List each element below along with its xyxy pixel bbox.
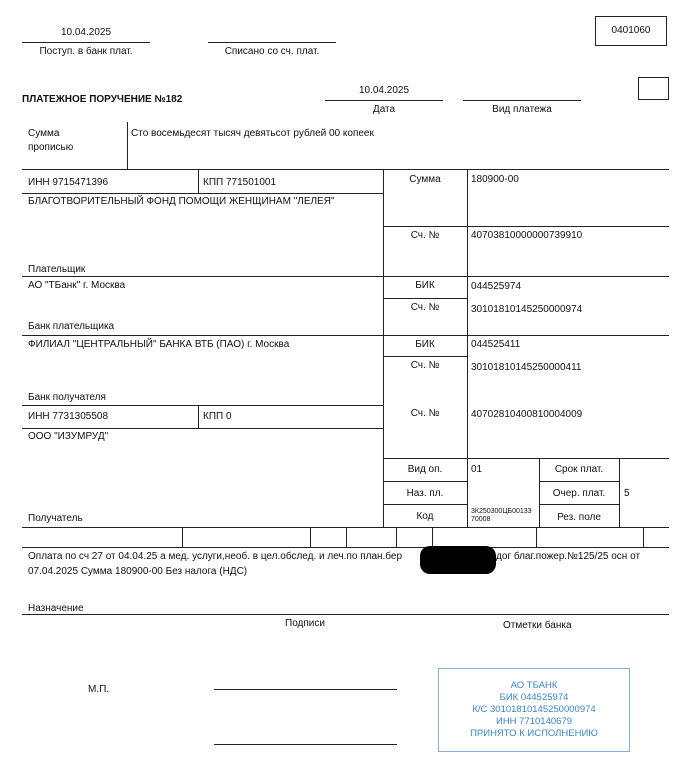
payer-bank-account-value: 30101810145250000974: [471, 304, 583, 315]
payee-bank-bik-value: 044525411: [471, 339, 521, 350]
payee-bank-account-label: Сч. №: [410, 360, 440, 371]
received-date: 10.04.2025: [60, 27, 112, 38]
payee-bank-bik-bottom: [383, 356, 467, 357]
payer-inn: ИНН 9715471396: [28, 177, 109, 188]
purpose-text-line1a: Оплата по сч 27 от 04.04.25 а мед. услуги,необ. в цел.обслед. и леч.по план.бер: [28, 551, 403, 562]
codes-divider-4: [619, 458, 620, 527]
payer-bank-label: Банк плательщика: [28, 321, 115, 332]
debited-line: [208, 42, 336, 43]
stamp-line-2: БИК 044525974: [499, 692, 569, 703]
signatures-label: Подписи: [285, 618, 325, 629]
payee-inn-kpp-divider: [198, 405, 199, 428]
received-line: [22, 42, 150, 43]
payer-bank-bik-bottom: [383, 298, 467, 299]
tax-div-7: [643, 527, 644, 547]
redaction-mark: [420, 546, 496, 574]
purpose-text-line1b: дог благ.пожер.№125/25 осн от: [496, 551, 641, 562]
received-label: Поступ. в банк плат.: [39, 46, 133, 57]
tax-div-1: [182, 527, 183, 547]
amount-words-divider: [127, 122, 128, 169]
payer-inn-kpp-divider: [198, 169, 199, 193]
payee-bank-label: Банк получателя: [28, 392, 106, 403]
tax-div-5: [432, 527, 433, 547]
stamp-line-4: ИНН 7710140679: [495, 716, 573, 727]
stamp-line-5: ПРИНЯТО К ИСПОЛНЕНИЮ: [470, 728, 598, 739]
payer-label: Плательщик: [28, 264, 86, 275]
purpose-label: Назначение: [28, 603, 84, 614]
sum-row-bottom: [383, 226, 669, 227]
codes-row2-bottom-right: [539, 504, 619, 505]
payee-bank-name: ФИЛИАЛ "ЦЕНТРАЛЬНЫЙ" БАНКА ВТБ (ПАО) г. Москва: [28, 339, 290, 350]
code-value-2: 70008: [471, 516, 491, 523]
payer-bank-bik-value: 044525974: [471, 281, 522, 292]
payee-bank-bik-label: БИК: [415, 339, 435, 350]
payee-inn-bottom: [22, 428, 383, 429]
tax-strip-bottom: [22, 547, 669, 548]
mp-label: М.П.: [88, 684, 110, 695]
payer-bank-account-label: Сч. №: [410, 302, 440, 313]
signature-line-2: [214, 744, 397, 745]
codes-top: [383, 458, 669, 459]
purpose-bottom: [22, 614, 669, 615]
amount-words-bottom: [22, 169, 669, 170]
code-value-1: 3К250300ЦБ00133: [471, 508, 532, 515]
payment-priority-box: [638, 77, 669, 100]
bank-marks-label: Отметки банка: [503, 620, 572, 631]
tax-div-6: [536, 527, 537, 547]
purpose-code-label: Наз. пл.: [406, 488, 444, 499]
payer-account-value: 40703810000000739910: [471, 230, 583, 241]
reserve-label: Рез. поле: [557, 512, 601, 523]
payee-label: Получатель: [28, 513, 83, 524]
sum-label: Сумма: [409, 174, 441, 185]
debited-label: Списано со сч. плат.: [224, 46, 320, 57]
order-date-line: [325, 100, 443, 101]
bank-acceptance-stamp: [438, 668, 630, 752]
payer-inn-bottom: [22, 193, 383, 194]
payee-bank-account-value: 30101810145250000411: [471, 362, 582, 373]
payee-bank-bottom: [22, 405, 383, 406]
codes-row1-bottom-right: [539, 481, 619, 482]
stamp-line-1: АО ТБАНК: [510, 680, 558, 691]
order-date: 10.04.2025: [358, 85, 410, 96]
codes-row2-bottom-left: [383, 504, 467, 505]
payer-bank-bottom: [22, 335, 669, 336]
codes-row1-bottom-left: [383, 481, 467, 482]
payee-account-label: Сч. №: [410, 408, 440, 419]
tax-div-3: [346, 527, 347, 547]
payment-type-label: Вид платежа: [492, 104, 552, 115]
amount-words-value: Сто восемьдесят тысяч девятьсот рублей 00 копеек: [131, 128, 374, 139]
payer-account-label: Сч. №: [410, 230, 440, 241]
stamp-line-3: К/С 30101810145250000974: [472, 704, 596, 715]
amount-words-label-1: Сумма: [28, 128, 60, 139]
tax-div-2: [310, 527, 311, 547]
col-divider-2: [467, 169, 468, 527]
payee-inn: ИНН 7731305508: [28, 411, 109, 422]
payer-section-bottom: [22, 276, 669, 277]
op-type-value: 01: [471, 464, 483, 475]
amount-words-label-2: прописью: [28, 142, 74, 153]
payment-type-line: [463, 100, 581, 101]
payer-kpp: КПП 771501001: [203, 177, 277, 188]
queue-value: 5: [624, 488, 630, 499]
queue-label: Очер. плат.: [552, 488, 606, 499]
purpose-text-line2: 07.04.2025 Сумма 180900-00 Без налога (НДС): [28, 566, 248, 577]
payer-name: БЛАГОТВОРИТЕЛЬНЫЙ ФОНД ПОМОЩИ ЖЕНЩИНАМ "ЛЕЛЕЯ": [28, 196, 335, 207]
code-label: Код: [416, 511, 434, 522]
payee-name: ООО "ИЗУМРУД": [28, 431, 109, 442]
op-type-label: Вид оп.: [407, 464, 443, 475]
form-code: 0401060: [611, 25, 651, 36]
payer-bank-bik-label: БИК: [415, 280, 435, 291]
order-date-label: Дата: [372, 104, 396, 115]
payee-account-value: 40702810400810004009: [471, 409, 583, 420]
payee-kpp: КПП 0: [203, 411, 232, 422]
tax-div-4: [396, 527, 397, 547]
order-title: ПЛАТЕЖНОЕ ПОРУЧЕНИЕ №182: [22, 94, 183, 105]
sum-value: 180900-00: [471, 174, 519, 185]
payer-bank-name: АО "ТБанк" г. Москва: [28, 280, 126, 291]
term-label: Срок плат.: [554, 464, 604, 475]
signature-line-1: [214, 689, 397, 690]
